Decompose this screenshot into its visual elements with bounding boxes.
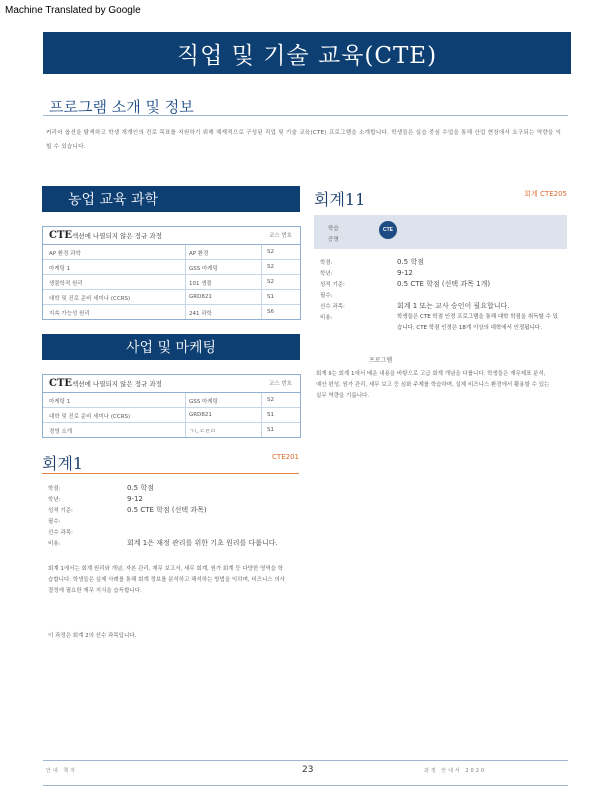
field-value: 학생들은 CTE 학점 인정 프로그램을 통해 대학 학점을 취득할 수 있습니다. CTE 학점 인정은 18개 이상의 대학에서 인정됩니다.: [397, 314, 558, 331]
course-code: CTE201: [272, 453, 299, 461]
course-title: 회계11: [314, 190, 366, 209]
table-cell-c1: 마케팅 1: [49, 266, 71, 272]
intro-title: 프로그램 소개 및 정보: [49, 98, 194, 116]
footer-right-text: 과정 안내서 2020: [424, 768, 487, 774]
intro-divider: [43, 115, 568, 116]
intro-text: 커리어 옵션을 탐색하고 학생 개개인의 진로 목표를 지원하기 위해 체계적으로 구성된 직업 및 기술 교육(CTE) 프로그램을 소개합니다. 학생들은 실습 중심 수업을 통해 산업 현장에서 요구되는 역량을 익힐 수 있습니다.: [46, 130, 562, 150]
section-title-agriculture: 농업 교육 과학: [42, 186, 300, 212]
footer-divider-bottom: [43, 785, 568, 786]
course-underline: [42, 473, 299, 474]
table-cell-c2: GRD821: [189, 294, 212, 300]
table-cell-c3: S1: [267, 412, 274, 418]
table-cell-c3: S2: [267, 249, 274, 255]
table-cell-c3: S2: [267, 397, 274, 403]
field-value: 9-12: [397, 269, 413, 277]
field-label: 학년:: [48, 497, 61, 503]
field-label: 필수:: [320, 293, 333, 299]
table-header-course-number: 코스 번호: [268, 233, 292, 239]
page-banner: 직업 및 기술 교육(CTE): [43, 32, 571, 74]
field-label: 학점:: [320, 260, 333, 266]
course-accounting-2-details: [314, 255, 567, 435]
table-header: [43, 227, 300, 245]
field-label: 학점:: [48, 486, 61, 492]
table-cell-c2: GSS 마케팅: [189, 266, 218, 272]
footer-divider-top: [43, 760, 568, 761]
course-code: 회계 CTE205: [524, 190, 567, 198]
certification-label-2: 증명: [328, 237, 339, 243]
field-label: 비용:: [48, 541, 61, 547]
table-cell-c1: 대학 및 진로 준비 세미나 (CCRS): [49, 296, 131, 302]
table-header: [43, 375, 300, 393]
table-cell-c2: ㄱㄴㄷㄹㅁ: [189, 429, 216, 435]
table-cell-c1: 대학 및 진로 준비 세미나 (CCRS): [49, 414, 131, 420]
certification-bar: [314, 215, 567, 249]
footer-left-text: 안내 책자: [46, 768, 77, 774]
cte-logo-icon: CTE: [379, 221, 397, 239]
program-label: 프로그램: [369, 357, 393, 364]
table-cell-c1: 경영 소개: [49, 429, 73, 435]
table-cell-c3: S1: [267, 294, 274, 300]
field-value: 회계 1은 재정 관리를 위한 기초 원리를 다룹니다.: [127, 539, 278, 547]
table-cell-c2: 241 과학: [189, 311, 212, 317]
field-value: 0.5 CTE 학점 (선택 과목): [127, 506, 207, 514]
table-cell-c1: 지속 가능성 원리: [49, 311, 90, 317]
table-cell-c3: S2: [267, 264, 274, 270]
course-accounting-1: [42, 451, 299, 651]
table-cell-c2: GSS 마케팅: [189, 399, 218, 405]
course-description: 회계 II는 회계 1에서 배운 내용을 바탕으로 고급 회계 개념을 다룹니다. 학생들은 재무제표 분석, 예산 편성, 원가 관리, 세무 보고 등 심화 주제를 학습하며, 실제 비즈니스 환경에서 활용할 수 있는 실무 역량을 기릅니다.: [316, 371, 550, 399]
table-header-course-number: 코스 번호: [268, 381, 292, 387]
field-value: 회계 1 또는 교사 승인이 필요합니다.: [397, 302, 510, 310]
table-header-title: CTE섹션에 나열되지 않은 정규 과정: [49, 230, 162, 241]
field-value: 0.5 CTE 학점 (선택 과목 1개): [397, 280, 491, 288]
page-number: 23: [302, 765, 314, 775]
table-cell-c1: AP 환경 과학: [49, 251, 81, 257]
field-label: 필수:: [48, 519, 61, 525]
field-label: 성적 기준:: [48, 508, 73, 514]
field-value: 9-12: [127, 495, 143, 503]
course-title: 회계1: [42, 454, 84, 473]
table-cell-c1: 생물학적 원리: [49, 281, 83, 287]
table-cell-c2: AP 환경: [189, 251, 209, 257]
course-description: 회계 1에서는 회계 원리와 개념, 자본 관리, 재무 보고서, 세무 회계, 원가 회계 등 다양한 영역을 학습합니다. 학생들은 실제 사례를 통해 회계 정보를 분석하고 해석하는 방법을 익히며, 비즈니스 의사 결정에 필요한 재무 지식을 습득합니다.: [48, 566, 285, 594]
course-table-business: [42, 374, 301, 438]
section-title-business: 사업 및 마케팅: [42, 334, 300, 360]
field-label: 선수 과목:: [48, 530, 73, 536]
machine-translated-note: Machine Translated by Google: [5, 5, 141, 16]
table-header-title: CTE섹션에 나열되지 않은 정규 과정: [49, 378, 162, 389]
field-label: 학년:: [320, 271, 333, 277]
field-value: 0.5 학점: [397, 258, 424, 266]
field-label: 선수 과목:: [320, 304, 345, 310]
field-label: 비용:: [320, 315, 333, 321]
table-cell-c3: S2: [267, 279, 274, 285]
table-cell-c1: 마케팅 1: [49, 399, 71, 405]
table-cell-c2: GRD821: [189, 412, 212, 418]
certification-label-1: 학습: [328, 226, 339, 232]
field-label: 성적 기준:: [320, 282, 345, 288]
course-table-agriculture: [42, 226, 301, 320]
course-note: 이 과정은 회계 2의 선수 과목입니다.: [48, 633, 137, 639]
field-value: 0.5 학점: [127, 484, 154, 492]
table-cell-c2: 101 생물: [189, 281, 212, 287]
table-cell-c3: S1: [267, 427, 274, 433]
table-cell-c3: S6: [267, 309, 274, 315]
